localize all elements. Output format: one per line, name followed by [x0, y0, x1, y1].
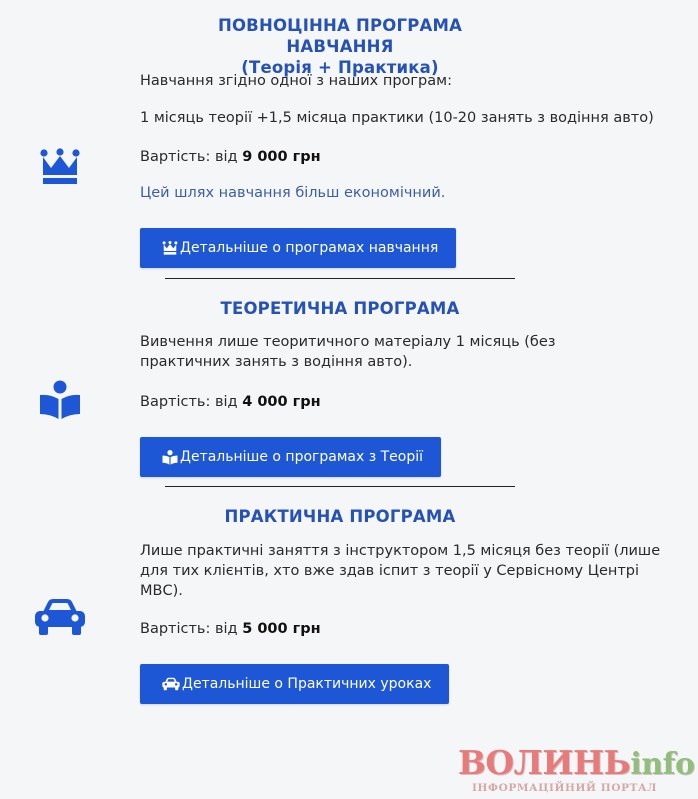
program-practice-price — [140, 619, 680, 639]
program-theory-price — [140, 392, 680, 412]
car-icon — [34, 598, 86, 636]
reader-icon — [39, 380, 81, 420]
watermark-brand — [458, 744, 695, 784]
button-label: Детальніше о Практичних уроках — [182, 676, 432, 692]
program-full-price — [140, 147, 680, 167]
program-full-title-line2: (Теорія + Практика) — [241, 58, 439, 77]
section-divider — [165, 486, 515, 487]
price-value: 9 000 грн — [242, 149, 321, 165]
watermark-tagline: ІНФОРМАЦІЙНИЙ ПОРТАЛ — [472, 782, 658, 794]
theory-program-details-button[interactable] — [140, 437, 441, 477]
price-label: Вартість: від — [140, 394, 238, 410]
program-full-details: 1 місяць теорії +1,5 місяца практики (10-20 занять з водіння авто) — [140, 110, 654, 126]
practice-program-details-button[interactable] — [140, 664, 449, 704]
program-full-intro: Навчання згідно одної з наших програм: — [140, 73, 452, 89]
price-value: 4 000 грн — [242, 394, 321, 410]
car-icon — [162, 677, 180, 691]
watermark-brand-main: ВОЛИНЬ — [458, 743, 631, 782]
program-full-note: Цей шлях навчання більш економічний. — [140, 185, 446, 201]
reader-icon — [162, 450, 178, 465]
program-practice-title: ПРАКТИЧНА ПРОГРАМА — [224, 507, 456, 526]
price-label: Вартість: від — [140, 621, 238, 637]
crown-icon — [162, 241, 178, 255]
price-label: Вартість: від — [140, 149, 238, 165]
program-practice-details: Лише практичні заняття з інструктором 1,5 місяця без теорії (лише для тих клієнтів, хто вже здав іспит з теорії у Сервісному Центрі МВС). — [140, 543, 661, 599]
program-theory-title: ТЕОРЕТИЧНА ПРОГРАМА — [220, 299, 460, 318]
watermark-logo — [458, 744, 694, 794]
button-label: Детальніше о програмах з Теорії — [180, 449, 424, 465]
full-program-details-button[interactable] — [140, 228, 456, 268]
program-full-title — [165, 15, 515, 78]
program-full-title-line1: ПОВНОЦІННА ПРОГРАМА НАВЧАННЯ — [217, 16, 463, 56]
price-value: 5 000 грн — [242, 621, 321, 637]
watermark-brand-suffix: info — [630, 747, 695, 782]
crown-icon — [40, 148, 80, 186]
section-divider — [165, 278, 515, 279]
program-theory-details: Вивчення лише теоритичного матеріалу 1 місяць (без практичних занять з водіння авто). — [140, 334, 556, 370]
button-label: Детальніше о програмах навчання — [180, 240, 439, 256]
